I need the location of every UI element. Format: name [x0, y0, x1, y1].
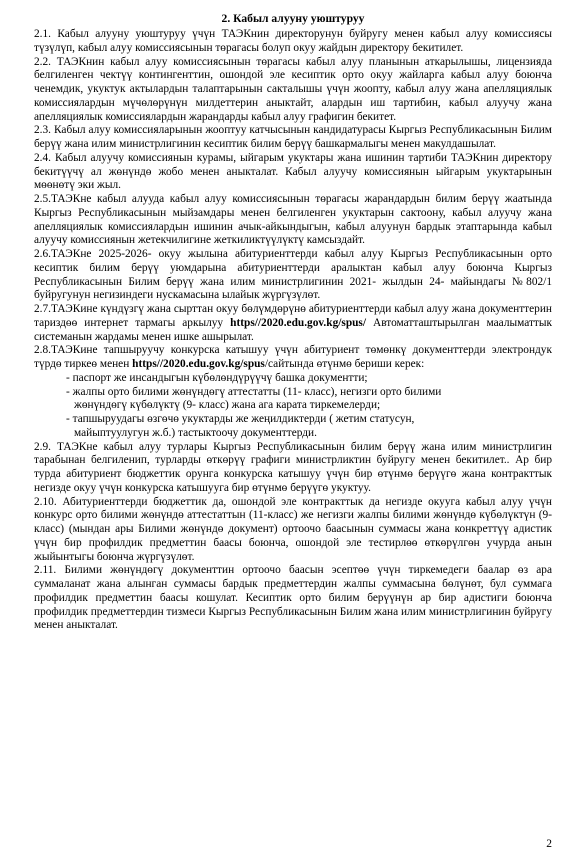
page-number: 2 — [546, 838, 552, 850]
list-item-continuation: майыптуулугун ж.б.) тастыктоочу документтерди. — [74, 426, 317, 439]
list-item-text: - тапшыруудагы өзгөчө укуктарды же жеңилдиктерди ( жетим статусун, — [66, 413, 415, 425]
list-item — [66, 372, 552, 386]
section-title: 2. Кабыл алууну уюштуруу — [221, 12, 365, 25]
paragraph-2-5: 2.5.ТАЭКне кабыл алууда кабыл алуу комиссиясынын төрагасы жарандардын билим берүү жаатында Кыргыз Республикасынын мыйзамдары менен белгиленген укуктарын сактоону, кабыл алуучу жана апелляциялык комиссиялардын ишинин ачык-айкындыгын, кабыл алуунун бардык этаптарында кабыл алуучу комиссиянын жетекчилигине жеткиликтүүлүктү камсыздайт. — [34, 193, 552, 247]
documents-list — [34, 372, 552, 441]
paragraph-2-7 — [34, 303, 552, 344]
paragraph-2-7-text-end: Автоматташтырылган маалыматтык системанын жардамы менен ишке ашырылат. — [34, 316, 552, 343]
paragraph-2-6: 2.6.ТАЭКне 2025-2026- окуу жылына абитуриенттерди кабыл алуу Кыргыз Республикасынын орто кесиптик билим берүү уюмдарына абитуриенттерди аралыктан кабыл алуу боюнча Кыргыз Республикасынын Билим берүү жана илим министрлигинин 2021- жылдын 24- майындагы №802/1 буйругунун негизиндеги нускамасына ылайык жүргүзүлөт. — [34, 248, 552, 302]
list-item-text: - жалпы орто билими жөнүндөгү аттестатты (11- класс), негизги орто билими — [66, 385, 442, 398]
list-item — [66, 386, 552, 414]
paragraph-2-8 — [34, 344, 552, 372]
paragraph-2-7-text: 2.7.ТАЭКине күндүзгү жана сырттан окуу бөлүмдөрүнө абитуриенттерди кабыл алуу жана документтерин тариздөө интернет тармагы аркылуу — [34, 303, 552, 329]
paragraph-2-8-text-end: /сайтында өтүнмө бериши керек: — [264, 358, 425, 370]
paragraph-2-10: 2.10. Абитуриенттерди бюджеттик да, ошондой эле контракттык да негизде окууга кабыл алуу үчүн конкурс орто билими жөнүндө аттестаттын (11-класс) же негизги жалпы билими жөнүндө күбөлүктүн (9- класс) (мындан ары Билими жөнүндө документ) ортоочо баасынын суммасы жана конкреттүү адистик үчүн бир профилдик предметтин баасы боюнча, ошондой эле тестирлөө өткөрүлгөн учурда анын жыйынтыгы боюнча жүргүзүлөт. — [34, 495, 552, 563]
paragraph-2-2: 2.2. ТАЭКнин кабыл алуу комиссиясынын төрагасы кабыл алуу планынын аткарылышы, лицензияда белгиленген чектүү контингенттин, ошондой эле кесиптик орто окуу жайларга кабыл алуу боюнча ченемдик, укуктук актылардын талаптарынын сакталышы үчүн жоопту, кабыл алуу жана апелляциялык комиссиялардын мүчөлөрүнүн милдеттерин аныктайт, алардын иш тартибин, кабыл алуучу жана апелляциялык комиссиялардын жарандарды кабыл алуу графигин бекитет. — [34, 55, 552, 123]
spus-link[interactable]: https//2020.edu.gov.kg/spus/ — [230, 316, 366, 329]
paragraph-2-3: 2.3. Кабыл алуу комиссияларынын жооптуу катчысынын кандидатурасы Кыргыз Республикасынын Билим берүү жана илим министрлигинин кесиптик билим берүү башкармалыгы менен макулдашылат. — [34, 124, 552, 150]
paragraph-2-8-text: 2.8.ТАЭКине тапшыруучу конкурска катышуу үчүн абитуриент төмөнкү документтерди электрондук түрдө тиркеө менен — [34, 344, 552, 370]
spus-site-link[interactable]: https//2020.edu.gov.kg/spus — [132, 358, 265, 370]
paragraph-2-4: 2.4. Кабыл алуучу комиссиянын курамы, ыйгарым укуктары жана ишинин тартиби ТАЭКнин директору бекитүүчү ал жөнүндө жобо менен аныкталат. Кабыл алуучу комиссиянын ыйгарым укуктарынын мөөнөтү эки жыл. — [34, 151, 552, 192]
list-item-text: - паспорт же инсандыгын күбөлөндүрүүчү башка документти; — [66, 371, 368, 384]
paragraph-2-9: 2.9. ТАЭКне кабыл алуу турлары Кыргыз Республикасынын билим берүү жана илим министрлигин тарабынан белгиленип, турларды өткөрүү графиги министрликтин буйругу менен бекитилет.. Ар бир турда абитуриент бюджеттик орунга конкурска катышуу үчүн бир өтүнмө берүүгө жана контракттык негизде окуу үчүн конкурска катышууга бир өтүнмө берүүгө укуктуу. — [34, 440, 552, 494]
paragraph-2-1: 2.1. Кабыл алууну уюштуруу үчүн ТАЭКнин директорунун буйругу менен кабыл алуу комиссиясы түзүлүп, кабыл алуу комиссиясынын төрагасы болуп окуу жайдын директору бекитилет. — [34, 28, 552, 54]
paragraph-2-11: 2.11. Билими жөнүндөгү документтин ортоочо баасын эсептөө үчүн тиркемедеги баалар өз ара суммаланат жана алынган суммасы бардык предметтердин жалпы суммасына бөлүнөт, бул суммага профилдик предметтин баасы кошулат. Кесиптик орто билим берүүнүн ар бир адистиги боюнча профилдик предметтердин тизмеси Кыргыз Республикасынын Билим жана илим министрлигинин буйругу менен аныкталат. — [34, 564, 552, 632]
document-body — [34, 12, 552, 633]
list-item-continuation: жөнүндөгү күбөлүктү (9- класс) жана ага карата тиркемелерди; — [74, 399, 381, 412]
list-item — [66, 413, 552, 441]
